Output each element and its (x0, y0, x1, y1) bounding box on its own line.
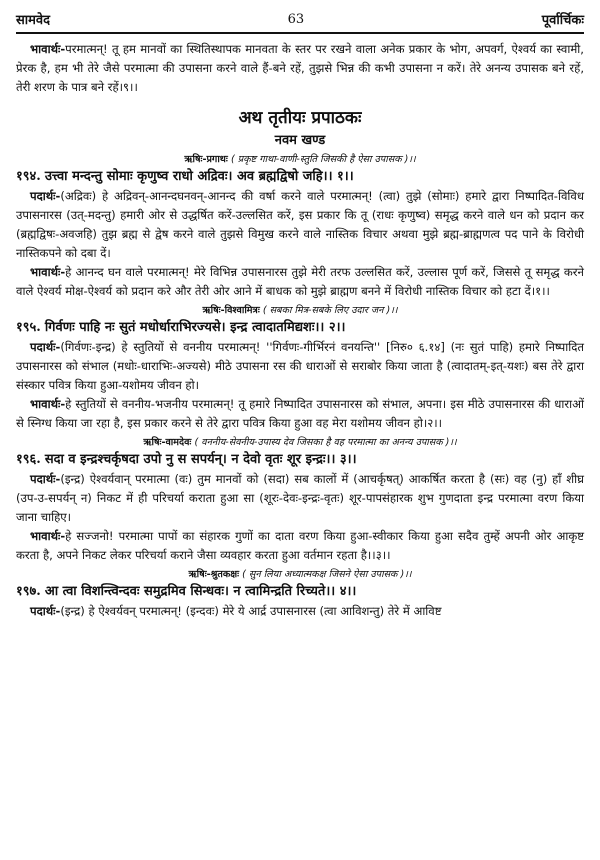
bhavarth-paragraph (16, 527, 584, 565)
verse-number: १९५. (16, 320, 41, 335)
padarth-label: पदार्थः- (30, 189, 61, 203)
bhavarth-label: भावार्थः- (30, 529, 66, 543)
mantra-line (16, 167, 584, 187)
bhavarth-text: हे स्तुतियों से वननीय-भजनीय परमात्मन्! तू हमारे निष्पादित उपासनारस को संभाल, अपना। इस मीठे उपासनारस की धाराओं से स्निग्ध किया जा रहा है, इस प्रकार करने से तेरे द्वारा पवित्र किया हुआ वह मेरा यशोमय जीवन हो।२।। (16, 397, 584, 430)
padarth-paragraph (16, 602, 584, 621)
section-title: नवम खण्ड (274, 133, 326, 148)
rishi-line (16, 567, 584, 582)
page-header (16, 8, 584, 30)
header-rule (16, 32, 584, 34)
rishi-note: ( प्रकृष्ट गाथा-वाणी-स्तुति जिसकी है ऐसा उपासक )।। (230, 154, 416, 165)
mantra-line (16, 582, 584, 602)
rishi-label: ऋषिः-वामदेवः (143, 437, 192, 448)
rishi-line (16, 303, 584, 318)
padarth-label: पदार्थः- (30, 340, 61, 354)
padarth-text: (इन्द्र) ऐश्वर्यवान् परमात्मा (वः) तुम मानवों को (सदा) सब कालों में (आचर्कृषत्) आकर्षित करता है (सः) वह (नु) हाँ शीघ्र (उप-उ-सपर्यन् न) निकट में ही परिचर्या कराता हुआ सा (शूरः-देवः-इन्द्रः-वृतः) शूर-पापसंहारक शुभ गुणदाता इन्द्र परमात्मा वरण किया जाना चाहिए। (16, 472, 584, 524)
chapter-title: अथ तृतीयः प्रपाठकः (238, 108, 362, 128)
mantra-text: उत्त्वा मन्दन्तु सोमाः कृणुष्व राधो अद्रिवः। अव ब्रह्मद्विषो जहि।। १।। (44, 169, 354, 184)
bhavarth-text: हे सज्जनो! परमात्मा पापों का संहारक गुणों का दाता वरण किया हुआ-स्वीकार किया हुआ सदैव तुम्हें अपनी ओर आकृष्ट करता है, अपने निकट लेकर परिचर्या कराने जैसा व्यवहार करता हुआ वर्तमान रहता है।।३।। (16, 529, 584, 562)
bhavarth-label: भावार्थः- (30, 265, 66, 279)
padarth-text: (अद्रिवः) हे अद्रिवन्-आनन्दघनवन्-आनन्द की वर्षा करने वाले परमात्मन्! (त्वा) तुझे (सोमाः) हमारे द्वारा निष्पादित-विविध उपासनारस (उत्-मदन्तु) हमारी ओर से उद्धर्षित करें-उल्लसित करें, इस प्रकार कि तू (राधः कृणुष्व) समृद्ध करने वाले धन को प्रदान कर (ब्रह्मद्विषः-अवजहि) तुझ ब्रह्म से द्वेष करने वाले तुझसे विमुख करने वाले नास्तिक विचार अथवा मुझे ब्रह्म-ब्राह्मणत्व पद पाने के विरोधी नास्तिकपने को दबा दें। (16, 189, 584, 260)
mantra-line (16, 450, 584, 470)
bhavarth-paragraph (16, 395, 584, 433)
bhavarth-paragraph (16, 263, 584, 301)
mantra-text: गिर्वणः पाहि नः सुतं मधोर्धाराभिरज्यसे। इन्द्र त्वादातमिद्यशः।। २।। (44, 320, 346, 335)
padarth-paragraph (16, 187, 584, 263)
mantra-line (16, 318, 584, 338)
padarth-text: (इन्द्र) हे ऐश्वर्यवन् परमात्मन्! (इन्दवः) मेरे ये आर्द्र उपासनारस (त्वा आविशन्तु) तेरे में आविष्ट (60, 604, 442, 618)
padarth-paragraph (16, 470, 584, 527)
verse-number: १९४. (16, 169, 41, 184)
rishi-note: ( वननीय-सेवनीय-उपास्य देव जिसका है वह परमात्मा का अनन्य उपासक )।। (194, 437, 457, 448)
header-book-title: सामवेद (16, 13, 51, 28)
bhavarth-label: भावार्थः- (30, 42, 66, 56)
intro-bhavarth (16, 40, 584, 97)
mantra-text: सदा व इन्द्रश्चर्कृषदा उपो नु स सपर्यन्। न देवो वृतः शूर इन्द्रः।। ३।। (44, 452, 357, 467)
header-section-title: पूर्वार्चिकः (541, 13, 584, 28)
header-page-number: 63 (287, 11, 305, 27)
rishi-line (16, 435, 584, 450)
rishi-note: ( सबका मित्र-सबके लिए उदार जन )।। (262, 305, 398, 316)
bhavarth-text: हे आनन्द घन वाले परमात्मन्! मेरे विभिन्न उपासनारस तुझे मेरी तरफ उल्लसित करें, उल्लास पूर्ण करें, जिससे तू समृद्ध करने वाले ऐश्वर्य मोक्ष-ऐश्वर्य को प्रदान करे और तेरी ओर आने में बाधक को मुझे ब्राह्मण बनने में विरोधी नास्तिक विचार को हटा दें।१।। (16, 265, 584, 298)
padarth-label: पदार्थः- (30, 604, 61, 618)
bhavarth-label: भावार्थः- (30, 397, 66, 411)
padarth-text: (गिर्वणः-इन्द्र) हे स्तुतियों से वननीय परमात्मन्! ''गिर्वणः-गीर्भिरनं वनयन्ति'' [निरु० ६.१४] (नः सुतं पाहि) हमारे निष्पादित उपासनारस को संभाल (मधोः-धाराभिः-अज्यसे) मीठे उपासना रस की धाराओं से सराबोर किया जाता है (त्वादातम्-इत्-यशः) बस तेरे द्वारा संस्कार पवित्र किया हुआ-यशोमय जीवन हो। (16, 340, 584, 392)
verse-number: १९७. (16, 584, 41, 599)
verse-number: १९६. (16, 452, 41, 467)
rishi-line (16, 152, 584, 167)
rishi-label: ऋषिः-विश्वामित्रः (202, 305, 260, 316)
rishi-label: ऋषिः-श्रुतकक्षः (188, 569, 240, 580)
rishi-note: ( सुन लिया अध्यात्मकक्ष जिसने ऐसा उपासक )।। (242, 569, 412, 580)
bhavarth-text: परमात्मन्! तू हम मानवों का स्थितिस्थापक मानवता के स्तर पर रखने वाला अनेक प्रकार के भोग, अपवर्ग, ऐश्वर्य का स्वामी, प्रेरक है, हम भी तेरे जैसे परमात्मा की उपासना करने वाले हैं-बने रहें, तुझसे भिन्न की कभी उपासना न करें। तेरे अनन्य उपासक बने रहें, तेरी शरण के पात्र बने रहें।९।। (16, 42, 584, 94)
padarth-paragraph (16, 338, 584, 395)
rishi-label: ऋषिः-प्रगाथः (184, 154, 228, 165)
mantra-text: आ त्वा विशन्त्विन्दवः समुद्रमिव सिन्धवः। न त्वामिन्द्रति रिच्यते।। ४।। (44, 584, 357, 599)
padarth-label: पदार्थः- (30, 472, 61, 486)
